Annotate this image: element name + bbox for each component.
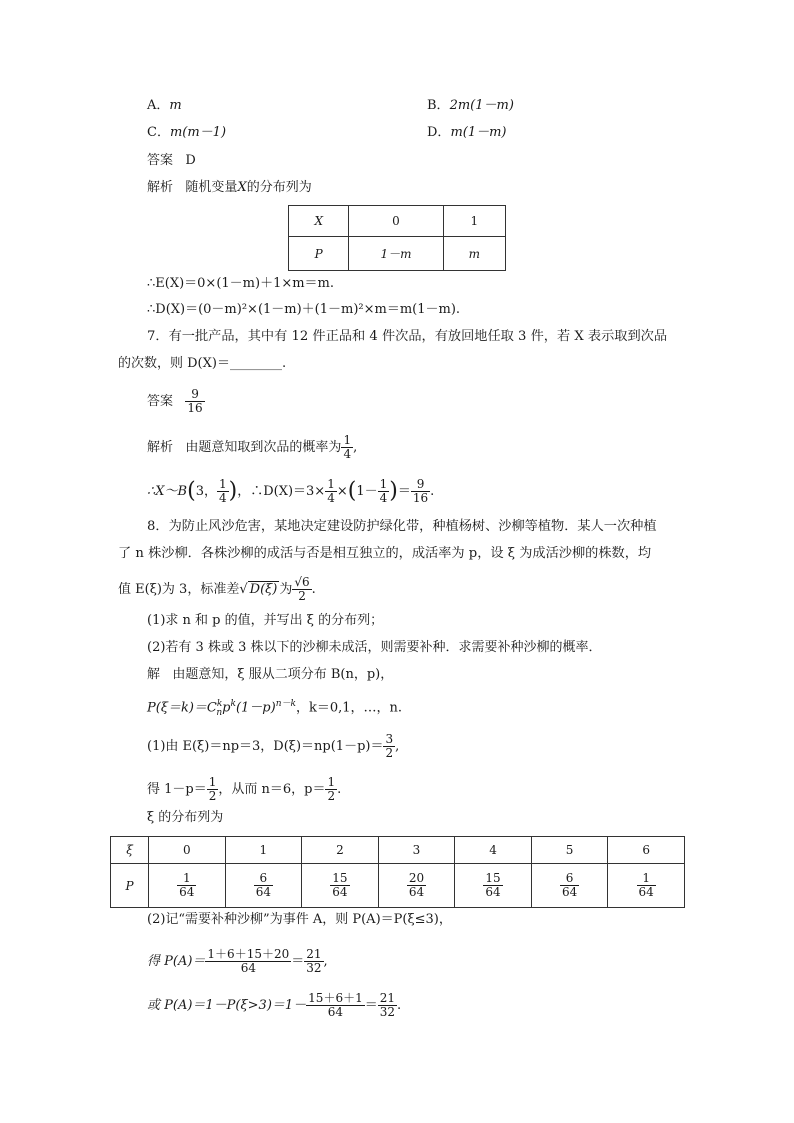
answer-label: 答案 (147, 153, 174, 168)
expr-part: (1)由 E(ξ)＝np＝3，D(ξ)＝np(1－p)＝ (147, 739, 384, 754)
numerator: 6 (259, 871, 268, 886)
solution-text: 由题意知取到次品的概率为 (185, 440, 342, 455)
q8-line1: 8．为防止风沙危害，某地决定建设防护绿化带，种植杨树、沙柳等植物．某人一次种植 (147, 519, 657, 534)
numerator: 15＋6＋1 (308, 991, 363, 1005)
punct: , (395, 739, 400, 754)
denominator: 16 (187, 401, 203, 415)
table-cell: P (111, 864, 149, 908)
q8-dist-label: ξ 的分布列为 (147, 810, 224, 825)
q8-sol-2 (147, 696, 402, 721)
numerator: √6 (294, 575, 310, 589)
punct: . (397, 998, 402, 1013)
table-cell: 1－m (349, 237, 443, 271)
numerator: 21 (306, 947, 322, 961)
denominator: 4 (218, 491, 227, 505)
option-b (427, 98, 514, 114)
superscript: n－k (275, 699, 296, 709)
q6-solution-intro (147, 180, 312, 196)
table-cell: 2 (302, 837, 379, 864)
option-d (427, 125, 507, 141)
table-cell: P (289, 237, 349, 271)
q8-line2: 了 n 株沙柳．各株沙柳的成活与否是相互独立的，成活率为 p，设 ξ 为成活沙柳的株数，均 (118, 546, 652, 561)
denominator: 64 (408, 885, 425, 900)
solution-text: 由题意知，ξ 服从二项分布 B(n，p)， (172, 667, 394, 682)
numerator: 1 (343, 433, 352, 447)
numerator: 9 (191, 387, 199, 401)
denominator: 32 (379, 1005, 396, 1019)
q8-sol-1 (147, 667, 393, 683)
option-d-label: D． (427, 125, 451, 140)
denominator: 2 (298, 589, 306, 603)
punct: , (323, 954, 328, 969)
denominator: 64 (485, 885, 501, 900)
denominator: 64 (327, 1005, 344, 1019)
table-cell: 5 (531, 837, 608, 864)
expr-part: ，k＝0,1，…，n. (295, 700, 403, 716)
q8-sub1: (1)求 n 和 p 的值，并写出 ξ 的分布列； (147, 613, 384, 628)
table-cell (531, 864, 608, 908)
cell-fraction (561, 872, 578, 899)
cell-fraction (331, 872, 348, 899)
denominator: 32 (306, 961, 322, 975)
fraction (326, 478, 336, 505)
expr-part: ＝ (364, 998, 378, 1013)
expr-part: ＝ (397, 484, 411, 499)
numerator: 21 (379, 991, 396, 1005)
cell-fraction (178, 872, 195, 899)
q7-variance-line: ∴X～B(3， $\frac{1}{4}$ )，∴D(X)＝3× $\frac{1}{4}$ ×(1－ $\frac{1}{4}$ )＝ $\frac{9}{16}$ . (147, 477, 435, 505)
cell-fraction (484, 872, 501, 899)
expr-part: 值 E(ξ)为 3，标准差 (118, 582, 240, 597)
table-cell: 0 (349, 206, 443, 237)
cell-fraction (638, 872, 655, 899)
fraction (379, 478, 389, 505)
denominator: 2 (208, 789, 217, 803)
q6-ex-line: ∴E(X)＝0×(1－m)＋1×m＝m. (147, 276, 335, 291)
sqrt-arg: D(ξ) (249, 582, 278, 597)
expr-part: (1－p) (235, 700, 276, 716)
option-b-value: 2m(1－m) (449, 98, 514, 113)
numerator: 1 (208, 775, 217, 789)
q7-line2: 的次数，则 D(X)＝________. (118, 356, 287, 371)
expr-part: × (336, 484, 348, 499)
table-cell: 6 (608, 837, 685, 864)
expr-part: 得 1－p＝ (147, 782, 207, 797)
fraction (206, 948, 290, 975)
table-cell: 1 (443, 206, 505, 237)
answer-label: 答案 (147, 394, 174, 409)
q8-part2-calc-2 (147, 992, 401, 1019)
punct: . (337, 782, 342, 797)
result-fraction (412, 478, 429, 505)
denominator: 64 (179, 885, 195, 900)
denominator: 64 (240, 961, 256, 975)
table-cell: 4 (455, 837, 532, 864)
denominator: 64 (255, 885, 271, 900)
answer-fraction (186, 388, 203, 415)
q8-part2-line: (2)记“需要补种沙柳”为事件 A，则 P(A)＝P(ξ≤3)， (147, 912, 452, 927)
expr-part: ＝ (291, 954, 305, 969)
expr-part: 得 P(A)＝ (147, 954, 206, 969)
q6-answer (147, 153, 196, 169)
numerator: 15 (485, 871, 501, 886)
numerator: 1 (327, 775, 336, 789)
option-a (147, 98, 182, 114)
solution-text-2: 的分布列为 (246, 180, 312, 195)
expr-part: ，∴D(X)＝3× (237, 484, 326, 499)
table-cell: 3 (378, 837, 455, 864)
solution-label: 解析 (147, 440, 174, 455)
table-cell: X (289, 206, 349, 237)
fraction (379, 992, 396, 1019)
q7-line1: 7．有一批产品，其中有 12 件正品和 4 件次品，有放回地任取 3 件，若 X 表示取到次品 (147, 329, 668, 344)
superscript: k (230, 699, 236, 709)
punct: . (430, 484, 435, 499)
expr-part: ，从而 n＝6，p＝ (218, 782, 326, 797)
answer-value: D (185, 153, 196, 168)
option-c (147, 125, 226, 141)
option-a-value: m (169, 98, 182, 113)
numerator: 20 (408, 871, 425, 886)
table-cell: ξ (111, 837, 149, 864)
option-a-label: A． (147, 98, 170, 113)
table-cell (149, 864, 226, 908)
q8-sol-4 (147, 776, 341, 803)
table-cell: 1 (225, 837, 302, 864)
q8-distribution-table (110, 836, 685, 908)
expr-part: ∴X～B (147, 484, 188, 499)
solution-label: 解 (147, 667, 161, 682)
numerator: 1 (182, 871, 191, 886)
denominator: 16 (412, 491, 429, 505)
table-cell (608, 864, 685, 908)
numerator: 1 (327, 477, 335, 491)
denominator: 64 (561, 885, 578, 900)
expr-part: 为 (279, 582, 293, 597)
q6-distribution-table (288, 205, 506, 271)
fraction (307, 992, 364, 1019)
superscript: k (216, 699, 223, 709)
denominator: 64 (332, 885, 348, 900)
q8-sub2: (2)若有 3 株或 3 株以下的沙柳未成活，则需要补种．求需要补种沙柳的概率． (147, 640, 602, 655)
cell-fraction (255, 872, 272, 899)
denominator: 4 (343, 447, 352, 461)
solution-var: X (237, 180, 247, 195)
option-c-value: m(m－1) (169, 125, 227, 140)
subscript: n (216, 707, 223, 718)
fraction (326, 776, 336, 803)
fraction (384, 733, 394, 760)
option-b-label: B． (427, 98, 450, 113)
fraction (305, 948, 322, 975)
q8-sol-3 (147, 733, 399, 760)
denominator: 2 (327, 789, 336, 803)
q8-part2-calc-1 (147, 948, 328, 975)
expr-part: p (222, 700, 231, 716)
sd-fraction (293, 576, 310, 603)
numerator: 9 (416, 477, 425, 491)
expr-part: 或 P(A)＝1－P(ξ>3)＝1－ (147, 998, 307, 1013)
q8-line3: 值 E(ξ)为 3，标准差√ D(ξ) 为 $\frac{√6}{2}$ . (118, 575, 316, 603)
solution-text: 随机变量 (185, 180, 238, 195)
denominator: 2 (385, 746, 394, 760)
numerator: 15 (332, 871, 348, 886)
table-cell (455, 864, 532, 908)
denominator: 4 (379, 491, 388, 505)
q7-solution (147, 434, 357, 461)
table-cell (225, 864, 302, 908)
numerator: 1 (379, 477, 388, 491)
prob-fraction (342, 434, 352, 461)
table-cell: m (443, 237, 505, 271)
fraction (208, 776, 218, 803)
expr-part: 3， (195, 484, 217, 499)
table-cell (302, 864, 379, 908)
q6-dx-line: ∴D(X)＝(0－m)²×(1－m)＋(1－m)²×m＝m(1－m). (147, 302, 461, 317)
numerator: 6 (565, 871, 574, 886)
table-cell: 0 (149, 837, 226, 864)
numerator: 1＋6＋15＋20 (207, 947, 290, 961)
denominator: 4 (327, 491, 335, 505)
expr-part: P(ξ＝k)＝C (147, 700, 217, 716)
punct: , (353, 440, 358, 455)
numerator: 3 (385, 732, 394, 746)
numerator: 1 (218, 477, 227, 491)
numerator: 1 (642, 871, 650, 886)
cell-fraction (408, 872, 425, 899)
denominator: 64 (638, 885, 654, 900)
solution-label: 解析 (147, 180, 174, 195)
option-d-value: m(1－m) (450, 125, 507, 140)
fraction (218, 478, 228, 505)
punct: . (311, 582, 316, 597)
option-c-label: C． (147, 125, 170, 140)
q7-answer (147, 388, 205, 415)
expr-part: 1－ (356, 484, 378, 499)
table-cell (378, 864, 455, 908)
